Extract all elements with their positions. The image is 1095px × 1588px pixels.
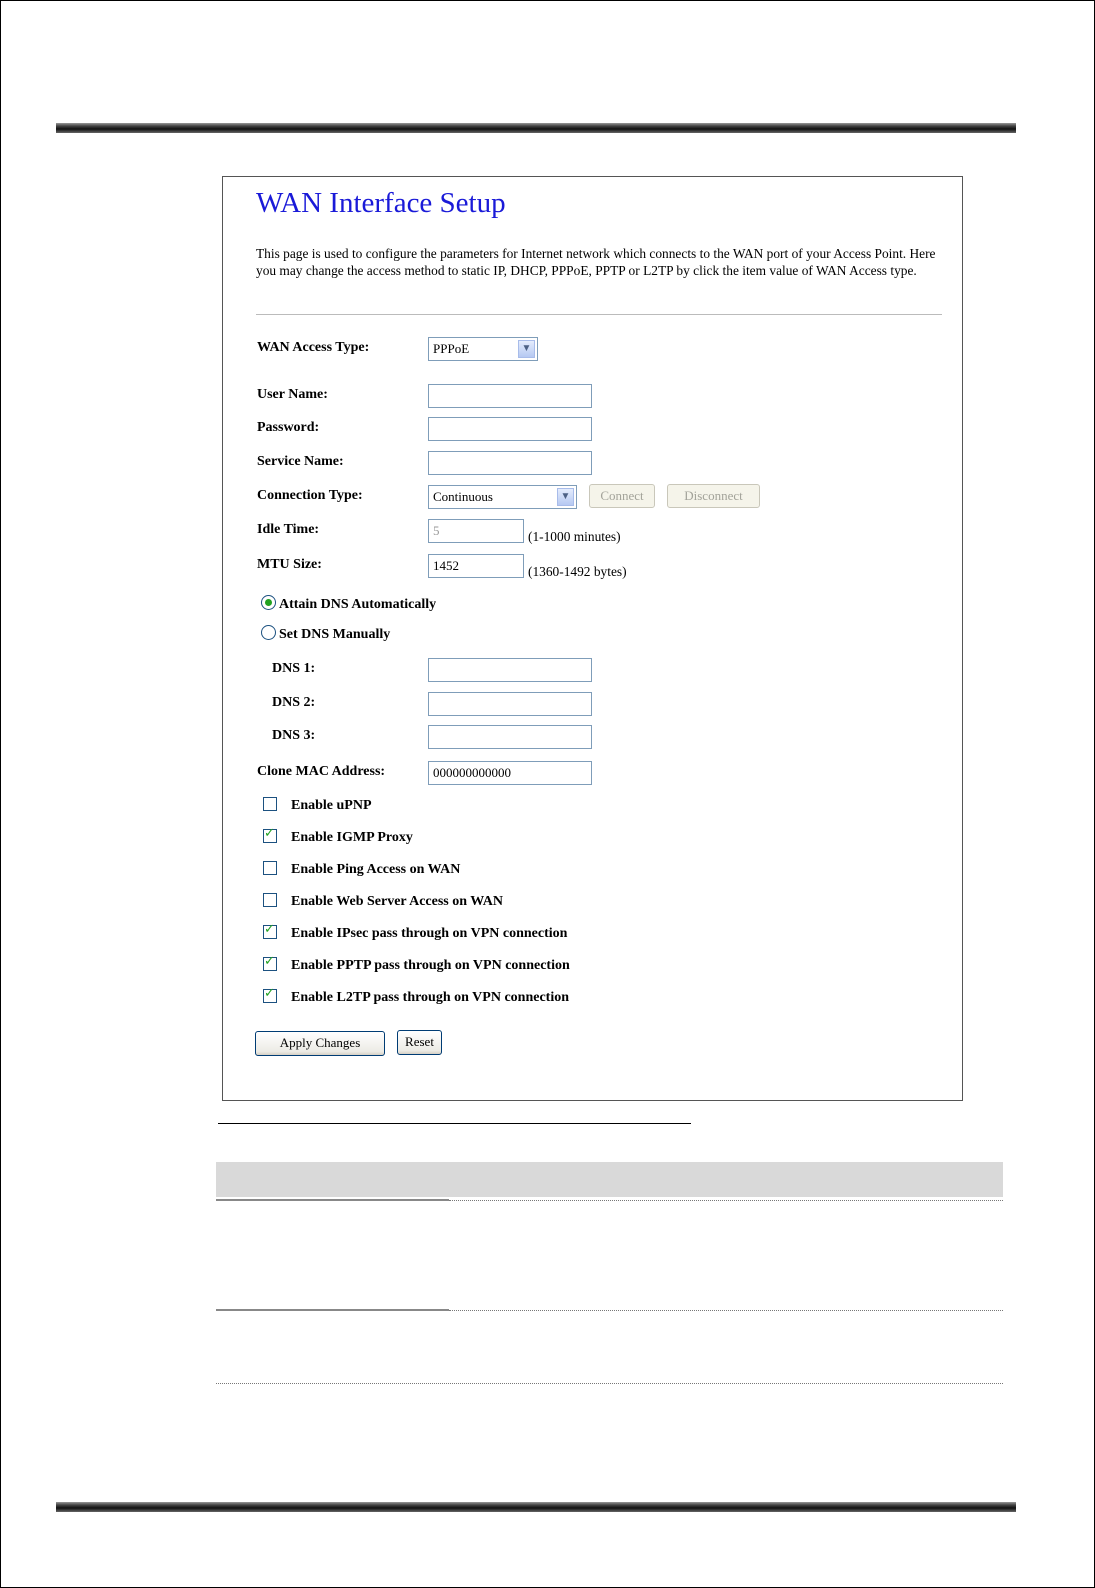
dns-auto-radio[interactable] [261,595,276,610]
chevron-down-icon[interactable]: ▼ [518,340,535,358]
mtu-size-label: MTU Size: [257,557,322,572]
dns-manual-option[interactable] [261,625,390,645]
option-label: Enable Ping Access on WAN [291,862,461,877]
option-label: Enable L2TP pass through on VPN connection [291,990,569,1005]
service-name-label: Service Name: [257,454,344,469]
checkbox[interactable] [263,989,277,1003]
table-rule [449,1310,1003,1311]
chevron-down-icon[interactable]: ▼ [557,488,574,506]
dns2-label: DNS 2: [272,695,316,710]
connection-type-select[interactable] [428,485,577,509]
dns-auto-option[interactable] [261,595,436,615]
dns1-label: DNS 1: [272,661,316,676]
option-label: Enable Web Server Access on WAN [291,894,503,909]
page-description: This page is used to configure the parameters for Internet network which connects to the WAN port of your Access Point. Here you may change the access method to static IP, DHCP, PPPoE, PPTP or L2TP by click the item value of WAN Access type. [256,246,936,278]
wan-access-type-select[interactable] [428,337,538,361]
apply-changes-button[interactable]: Apply Changes [255,1031,385,1056]
reset-button[interactable]: Reset [397,1030,442,1055]
password-label: Password: [257,420,320,435]
user-name-input[interactable] [428,384,592,408]
disconnect-button[interactable]: Disconnect [667,484,760,508]
table-rule [216,1199,449,1201]
idle-time-input[interactable]: 5 [428,519,524,543]
idle-time-hint: (1-1000 minutes) [528,529,621,544]
password-input[interactable] [428,417,592,441]
caption-underline [218,1123,691,1124]
mtu-size-hint: (1360-1492 bytes) [528,564,627,579]
table-rule [216,1383,1003,1384]
option-label: Enable PPTP pass through on VPN connection [291,958,570,973]
connect-button[interactable]: Connect [589,484,655,508]
checkbox[interactable] [263,829,277,843]
checkbox[interactable] [263,893,277,907]
option-label: Enable IPsec pass through on VPN connection [291,926,568,941]
wan-access-type-value: PPPoE [433,341,470,356]
option-label: Enable uPNP [291,798,372,813]
dns-manual-label: Set DNS Manually [279,627,391,642]
dns2-input[interactable] [428,692,592,716]
dns-manual-radio[interactable] [261,625,276,640]
clone-mac-input[interactable]: 000000000000 [428,761,592,785]
dns-auto-label: Attain DNS Automatically [279,597,437,612]
footer-rule [56,1502,1016,1512]
clone-mac-label: Clone MAC Address: [257,764,386,779]
page-title: WAN Interface Setup [256,187,506,219]
user-name-label: User Name: [257,387,328,402]
mtu-size-input[interactable]: 1452 [428,554,524,578]
option-igmp-proxy[interactable] [263,829,413,849]
dns1-input[interactable] [428,658,592,682]
checkbox[interactable] [263,861,277,875]
table-header [216,1162,1003,1197]
table-rule [216,1309,449,1311]
option-pptp[interactable] [263,957,570,977]
option-ipsec[interactable] [263,925,567,945]
divider [256,314,942,315]
wan-setup-screenshot [222,176,963,1101]
checkbox[interactable] [263,925,277,939]
idle-time-label: Idle Time: [257,522,320,537]
dns3-input[interactable] [428,725,592,749]
checkbox[interactable] [263,797,277,811]
header-rule [56,123,1016,133]
wan-access-type-label: WAN Access Type: [257,340,370,355]
option-ping-access[interactable] [263,861,460,881]
option-upnp[interactable] [263,797,372,817]
service-name-input[interactable] [428,451,592,475]
connection-type-value: Continuous [433,489,493,504]
dns3-label: DNS 3: [272,728,316,743]
option-web-server-access[interactable] [263,893,503,913]
option-l2tp[interactable] [263,989,569,1009]
option-label: Enable IGMP Proxy [291,830,413,845]
connection-type-label: Connection Type: [257,488,363,503]
checkbox[interactable] [263,957,277,971]
table-rule [449,1200,1003,1201]
